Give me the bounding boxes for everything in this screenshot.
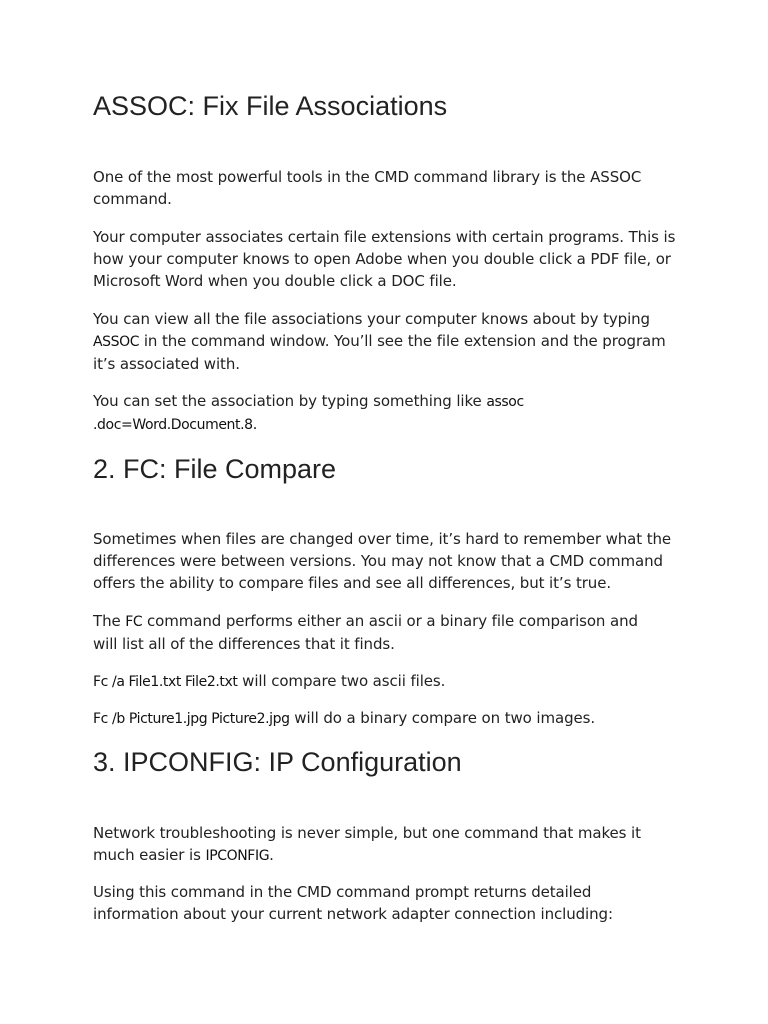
paragraph: Using this command in the CMD command prompt returns detailed information about your current network adapter connection including:: [93, 883, 613, 923]
inline-command: assoc .doc=Word.Document.8: [93, 394, 524, 433]
paragraph: [93, 308, 683, 375]
text: will do a binary compare on two images.: [289, 709, 596, 727]
paragraph: [93, 822, 673, 867]
paragraph: [93, 610, 663, 655]
text: .: [252, 415, 258, 433]
paragraph: One of the most powerful tools in the CMD command library is the ASSOC command.: [93, 168, 642, 208]
text: command performs either an ascii or a binary file comparison and will list all of the differences that it finds.: [93, 612, 638, 653]
text: .: [269, 846, 274, 864]
inline-command: ASSOC: [93, 334, 140, 350]
section-heading-ipconfig: 3. IPCONFIG: IP Configuration: [93, 747, 462, 777]
section-heading-fc: 2. FC: File Compare: [93, 454, 337, 484]
text: You can view all the file associations your computer knows about by typing: [93, 310, 650, 328]
paragraph: Sometimes when files are changed over time, it’s hard to remember what the differences were between versions. You may not know that a CMD command offers the ability to compare files and see all differences, but it’s true.: [93, 530, 672, 592]
paragraph: Your computer associates certain file extensions with certain programs. This is how your computer knows to open Adobe when you double click a PDF file, or Microsoft Word when you double click a DOC file.: [93, 228, 676, 290]
text: Network troubleshooting is never simple, but one command that makes it much easier is: [93, 824, 641, 864]
text: You can set the association by typing something like: [93, 392, 487, 410]
text: in the command window. You’ll see the file extension and the program it’s associated with.: [93, 332, 666, 373]
paragraph: [93, 670, 683, 693]
text: The: [93, 612, 126, 630]
inline-command: IPCONFIG: [205, 848, 270, 864]
inline-command: FC: [125, 614, 143, 630]
paragraph: [93, 390, 548, 436]
paragraph: [93, 707, 683, 730]
section-heading-assoc: ASSOC: Fix File Associations: [93, 91, 448, 121]
inline-command: Fc /b Picture1.jpg Picture2.jpg: [93, 711, 290, 727]
text: will compare two ascii files.: [237, 672, 446, 690]
inline-command: Fc /a File1.txt File2.txt: [93, 674, 238, 690]
